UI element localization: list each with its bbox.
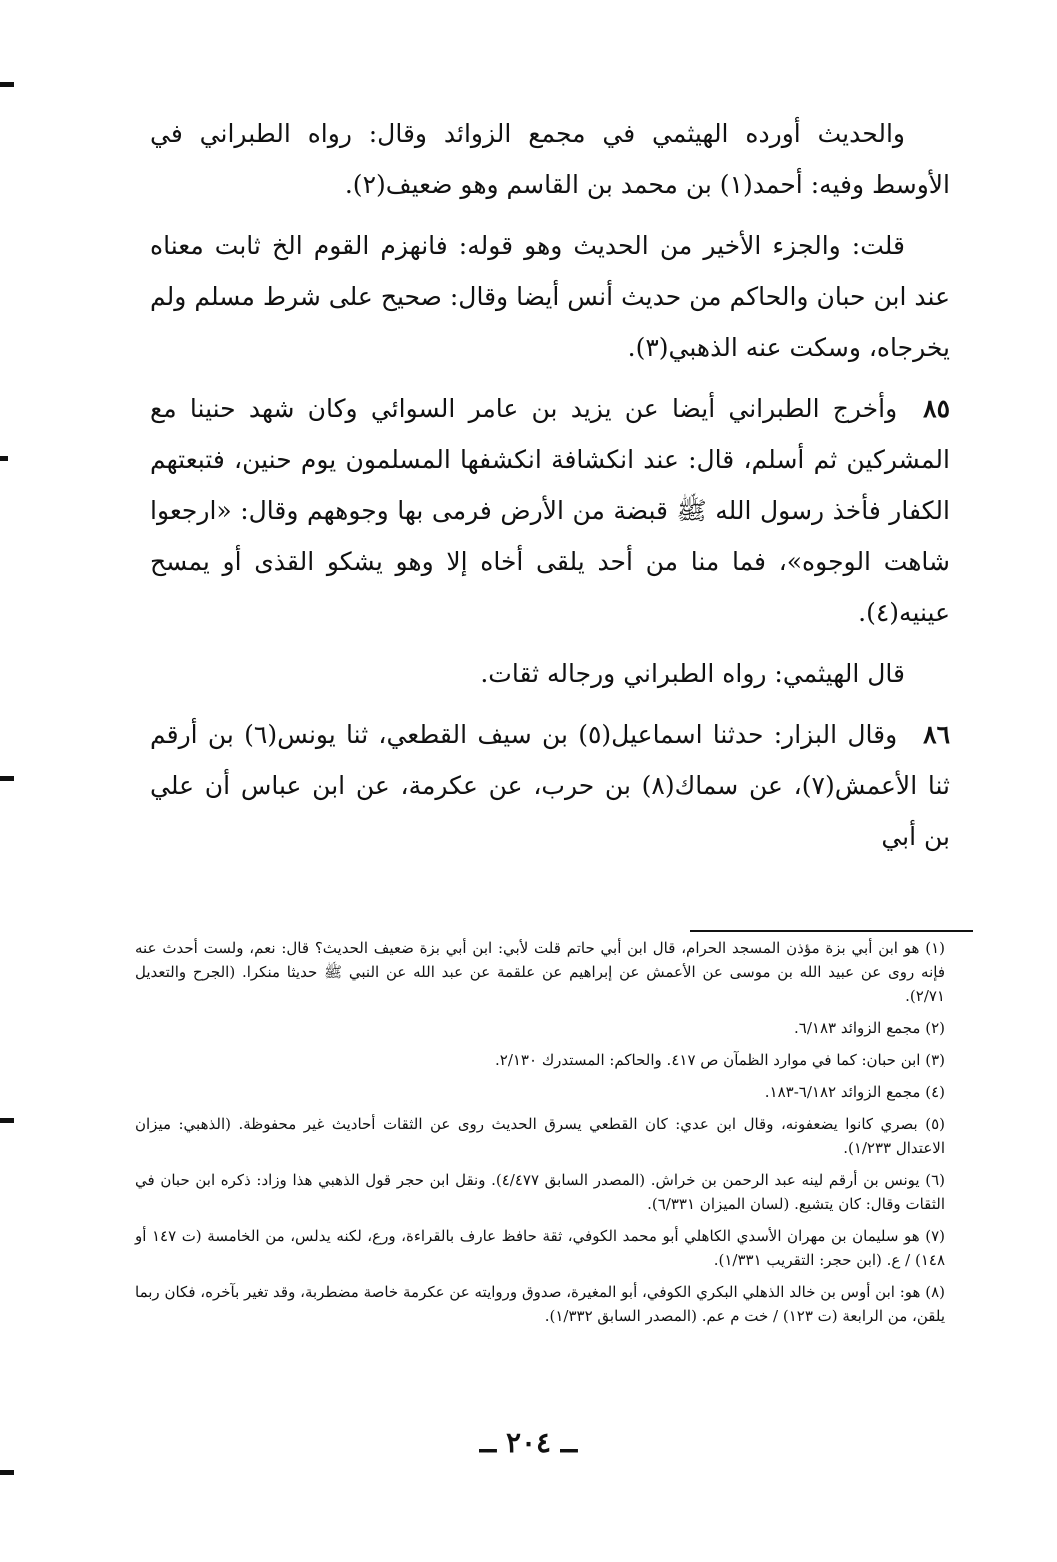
- footnotes: [135, 936, 945, 1336]
- scan-edge-mark: [0, 1470, 14, 1475]
- hadith-text: وقال البزار: حدثنا اسماعيل(٥) بن سيف القطعي، ثنا يونس(٦) بن أرقم ثنا الأعمش(٧)، عن سماك(٨) بن حرب، عن عكرمة، عن ابن عباس أن علي بن أبي: [150, 720, 950, 851]
- paragraph-haythami-grading: قال الهيثمي: رواه الطبراني ورجاله ثقات.: [480, 659, 905, 688]
- footnote-separator: [690, 930, 973, 932]
- scan-edge-mark: [0, 82, 14, 87]
- footnote: (٥) بصري كانوا يضعفونه، وقال ابن عدي: كان القطعي يسرق الحديث روى عن الثقات أحاديث غير محفوظة. (الذهبي: ميزان الاعتدال ١/٢٣٣).: [135, 1115, 945, 1157]
- paragraph-qultu: قلت: والجزء الأخير من الحديث وهو قوله: فانهزم القوم الخ ثابت معناه عند ابن حبان والحاكم من حديث أنس أيضا وقال: صحيح على شرط مسلم ولم يخرجاه، وسكت عنه الذهبي(٣).: [150, 231, 950, 362]
- paragraph-haythami: والحديث أورده الهيثمي في مجمع الزوائد وقال: رواه الطبراني في الأوسط وفيه: أحمد(١) بن محمد بن القاسم وهو ضعيف(٢).: [150, 119, 950, 199]
- main-text: [150, 108, 950, 872]
- hadith-number: ٨٦: [923, 720, 951, 749]
- footnote: (٦) يونس بن أرقم لينه عبد الرحمن بن خراش. (المصدر السابق ٤/٤٧٧). ونقل ابن حجر قول الذهبي هذا وزاد: ذكره ابن حبان في الثقات وقال: كان يتشيع. (لسان الميزان ٦/٣٣١).: [135, 1171, 945, 1213]
- page-number: ــ ٢٠٤ ــ: [479, 1426, 578, 1459]
- hadith-text: وأخرج الطبراني أيضا عن يزيد بن عامر السوائي وكان شهد حنينا مع المشركين ثم أسلم، قال: عند انكشافة انكشفها المسلمون يوم حنين، فتبعتهم الكفار فأخذ رسول الله ﷺ قبضة من الأرض فرمى بها وجوههم وقال: «ارجعوا شاهت الوجوه»، فما منا من أحد يلقى أخاه إلا وهو يشكو القذى أو يمسح عينيه(٤).: [150, 394, 950, 627]
- hadith-86: [150, 709, 950, 862]
- hadith-85: [150, 383, 950, 638]
- footnote: (٢) مجمع الزوائد ٦/١٨٣.: [794, 1019, 945, 1037]
- footnote: (٨) هو: ابن أوس بن خالد الذهلي البكري الكوفي، أبو المغيرة، صدوق وروايته عن عكرمة خاصة مضطربة، وقد تغير بآخره، فكان ربما يلقن، من الرابعة (ت ١٢٣) / خت م عم. (المصدر السابق ١/٣٣٢).: [135, 1283, 945, 1325]
- footnote: (٣) ابن حبان: كما في موارد الظمآن ص ٤١٧. والحاكم: المستدرك ٢/١٣٠.: [494, 1051, 945, 1069]
- footnote: (١) هو ابن أبي بزة مؤذن المسجد الحرام، قال ابن أبي حاتم قلت لأبي: ابن أبي بزة ضعيف الحديث؟ قال: نعم، ولست أحدث عنه فإنه روى عن عبيد الله بن موسى عن الأعمش عن إبراهيم عن علقمة عن عبد الله عن النبي ﷺ حديثا منكرا. (الجرح والتعديل ٢/٧١).: [135, 939, 945, 1005]
- footnote: (٧) هو سليمان بن مهران الأسدي الكاهلي أبو محمد الكوفي، ثقة حافظ عارف بالقراءة، ورع، لكنه يدلس، من الخامسة (ت ١٤٧ أو ١٤٨) / ع. (ابن حجر: التقريب ١/٣٣١).: [135, 1227, 945, 1269]
- scan-edge-mark: [0, 456, 8, 461]
- footnote: (٤) مجمع الزوائد ٦/١٨٢-١٨٣.: [764, 1083, 945, 1101]
- scan-edge-mark: [0, 776, 14, 781]
- hadith-number: ٨٥: [923, 394, 950, 423]
- scan-edge-mark: [0, 1118, 14, 1123]
